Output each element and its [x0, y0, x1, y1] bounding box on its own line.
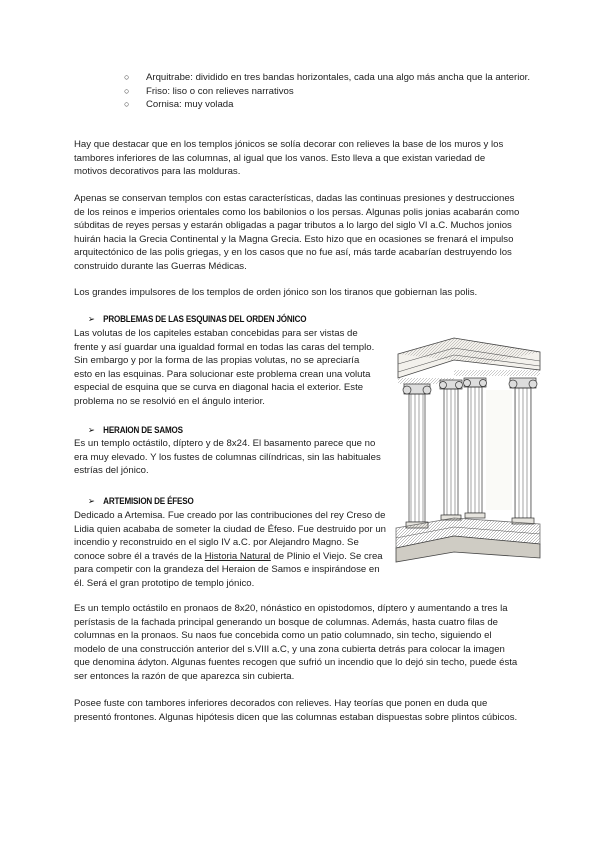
book-title-historia-natural: Historia Natural: [204, 550, 271, 562]
ionic-temple-illustration: [394, 330, 542, 570]
section-body-corner-problems: Las volutas de los capiteles estaban concebidas para ser vistas de frente y así guardar una igualdad formal en todas las caras del templo. Sin embargo y por la forma de las propias volutas, no se apreciaría esto en las esquinas. Para solucionar este problema crean una voluta especial de esquina que se curva en diagonal hacia el exterior. Este problema no se resolvió en el ángulo interior.: [74, 328, 375, 407]
paragraph-tyrants: Los grandes impulsores de los templos de orden jónico son los tiranos que gobiernan las polis.: [74, 287, 478, 298]
order-elements-list: [124, 71, 534, 112]
paragraph-decoration: Hay que destacar que en los templos jónicos se solía decorar con relieves la base de los muros y los tambores inferiores de las columnas, al igual que los vanos. Esto lleva a que existan variedad de motivos decorativos para las molduras.: [74, 139, 504, 178]
paragraph-artemision-columns: Posee fuste con tambores inferiores decorados con relieves. Hay teorías que ponen en duda que presentó frontones. Algunas hipótesis dicen que las columnas estaban dispuestas sobre plintos cúbicos.: [74, 698, 518, 723]
list-item: ○ Friso: liso o con relieves narrativos: [124, 85, 294, 97]
section-body-artemision: Dedicado a Artemisa. Fue creado por las contribuciones del rey Creso de Lidia quien acababa de someter la ciudad de Éfeso. Fue destruido por un incendio y reconstruido en el siglo IV a.C. por Alejandro Magno. Se conoce sobre él a través de la Historia Natural de Plinio el Viejo. Se crea para competir con la grandeza del Heraion de Samos e inspirándose en él. Será el gran prototipo de templo jónico.: [74, 510, 387, 589]
list-item: ○ Arquitrabe: dividido en tres bandas horizontales, cada una algo más ancha que la anterior.: [124, 72, 530, 83]
section-heading-artemision: ➢ ARTEMISION DE ÉFESO: [88, 495, 194, 506]
arrow-bullet-icon: ➢: [88, 495, 95, 506]
section-heading-corner-problems: ➢ PROBLEMAS DE LAS ESQUINAS DEL ORDEN JÓNICO: [88, 313, 307, 324]
paragraph-persian-pressure: Apenas se conservan templos con estas características, dadas las continuas presiones y destrucciones de los reinos e imperios orientales como los babilonios o los persas. Algunas polis jonias acabarán como súbditas de reyes persas y estarán obligadas a pagar tributos a lo largo del siglo VI a.C. Muchos jonios huirán hacia la Grecia Continental y la Magna Grecia. Esto hizo que en ocasiones se frenará el impulso arquitectónico de las polis griegas, y en los casos que no fue así, más tarde acabarían destruyendo los construido durante las Guerras Médicas.: [74, 193, 520, 272]
arrow-bullet-icon: ➢: [88, 424, 95, 435]
section-body-heraion: Es un templo octástilo, díptero y de 8x24. El basamento parece que no era muy elevado. Y los fustes de columnas cilíndricas, sin las habituales estrías del jónico.: [74, 438, 381, 477]
arrow-bullet-icon: ➢: [88, 313, 95, 324]
circle-bullet-icon: ○: [124, 99, 130, 110]
circle-bullet-icon: ○: [124, 85, 130, 96]
section-heading-heraion: ➢ HERAION DE SAMOS: [88, 424, 183, 435]
list-item: ○ Cornisa: muy volada: [124, 99, 234, 111]
paragraph-artemision-description: Es un templo octástilo en pronaos de 8x20, nónástico en opistodomos, díptero y aumentando a tres la perístasis de la fachada principal generando un bosque de columnas. Además, hasta cuatro filas de columnas en la pronaos. Su naos fue concebida como un patio columnado, sin techo, siguiendo el modelo de una construcción anterior del s.VIII a.C, y una zona cubierta detrás para colocar la imagen que denomina ádyton. Algunas fuentes recogen que sufrió un incendio que lo dejó sin techo, puede ésta ser entonces la razón de que aparezca sin cubierta.: [74, 603, 518, 682]
circle-bullet-icon: ○: [124, 72, 130, 82]
